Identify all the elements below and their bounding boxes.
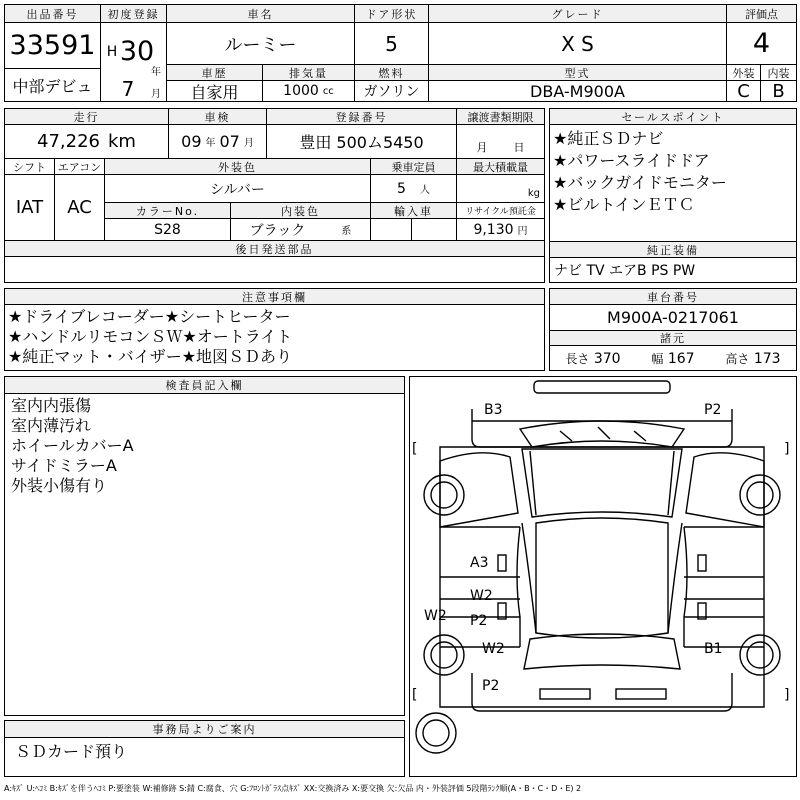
ac-value: AC: [55, 175, 105, 241]
inspector-line: サイドミラーA: [11, 456, 117, 475]
notes-list: [8, 307, 292, 367]
inspector-block: [4, 376, 405, 716]
mileage-cell: [5, 125, 169, 159]
mileage-label: 走行: [5, 109, 169, 125]
front-right-wheel: [740, 475, 780, 515]
interior-color: ブラック: [249, 222, 306, 239]
capacity-cell: [371, 175, 457, 203]
inspector-list: [11, 396, 134, 496]
mark-p2-top: P2: [704, 402, 722, 418]
transfer-day-unit: 日: [513, 141, 525, 154]
office-notice-block: [4, 720, 405, 777]
mark-p2-bottom: P2: [482, 678, 500, 694]
color-number: S28: [105, 219, 231, 241]
import-cell: [371, 219, 457, 241]
score-label: 評価点: [727, 5, 796, 23]
recycle-deposit-cell: [457, 219, 544, 241]
bracket-front-left: [: [412, 441, 418, 457]
recycle-unit: 円: [517, 226, 528, 237]
sales-points-label: セールスポイント: [550, 109, 796, 125]
inspection-year-unit: 年: [205, 138, 216, 149]
transfer-deadline-cell: [457, 125, 544, 159]
max-load-label: 最大積載量: [457, 159, 544, 175]
interior-color-cell: [231, 219, 371, 241]
bracket-rear-left: [: [412, 687, 418, 703]
fuel-label: 燃料: [355, 65, 429, 81]
interior-grade: B: [772, 81, 785, 101]
car-name: ルーミー: [167, 23, 355, 65]
door-count: 5: [355, 23, 429, 65]
later-parts-label: 後日発送部品: [5, 241, 544, 257]
dimensions-label: 諸元: [550, 331, 796, 346]
mark-w2-left: W2: [424, 608, 447, 624]
note-line: ★純正マット・バイザー★地図ＳＤあり: [8, 347, 293, 366]
sales-point-item: ★パワースライドドア: [553, 151, 710, 170]
interior-color-suffix: 系: [341, 226, 352, 237]
front-left-wheel: [424, 475, 464, 515]
displacement-label: 排気量: [263, 65, 355, 81]
roof-strip: [534, 381, 670, 393]
exterior-grade: C: [727, 81, 761, 101]
bracket-rear-right: ]: [784, 687, 790, 703]
mark-w2-lower: W2: [482, 641, 505, 657]
later-parts-value: [5, 257, 544, 282]
length-label: 長さ: [565, 351, 590, 366]
header-block: [4, 4, 797, 102]
chassis-number-label: 車台番号: [550, 289, 796, 305]
width-value: 167: [667, 350, 695, 367]
rear-right-wheel: [740, 635, 780, 675]
car-damage-diagram: [410, 377, 796, 776]
exterior-color-label: 外装色: [105, 159, 371, 175]
sales-point-item: ★純正ＳＤナビ: [553, 129, 664, 148]
car-name-label: 車名: [167, 5, 355, 23]
transfer-month-unit: 月: [476, 141, 488, 154]
shift-value: IAT: [5, 175, 55, 241]
max-load-unit: kg: [527, 188, 540, 199]
office-notice-text: ＳＤカード預り: [15, 741, 128, 761]
fuel-value: ガソリン: [355, 81, 429, 101]
chassis-number: M900A-0217061: [550, 305, 796, 331]
year-unit: 年: [151, 66, 161, 77]
standard-equipment-label: 純正装備: [550, 241, 796, 258]
recycle-deposit: 9,130: [473, 221, 514, 238]
inspection-month: 07: [219, 132, 240, 151]
sales-point-item: ★ビルトインＥＴＣ: [553, 195, 695, 214]
venue-name: 中部デビュ: [5, 69, 101, 101]
grade-label: グレード: [429, 5, 727, 23]
displacement-cell: [263, 81, 355, 101]
legend-text: A:ｷｽﾞ U:ﾍｺﾐ B:ｷｽﾞを伴うﾍｺﾐ P:要塗装 W:補修跡 S:錆 C:腐食、穴 G:ﾌﾛﾝﾄｶﾞﾗｽ点ｷｽﾞ XX:交換済み X:要交換 欠:欠品 内・外装評価 5段階ﾗﾝｸ順(A・B・C・D・E) 2: [4, 783, 582, 793]
rear-bumper-outline: [472, 673, 732, 711]
displacement-value: 1000: [283, 83, 319, 99]
history-value: 自家用: [167, 81, 263, 101]
length-value: 370: [593, 350, 621, 367]
windshield: [520, 421, 684, 447]
inspector-line: 室内薄汚れ: [11, 416, 92, 435]
note-line: ★ハンドルリモコンＳＷ★オートライト: [8, 327, 293, 346]
capacity-value: 5: [397, 180, 406, 197]
mark-w2-center: W2: [470, 588, 493, 604]
inspector-line: 室内内張傷: [11, 396, 92, 415]
recycle-deposit-label: リサイクル預託金: [457, 203, 544, 219]
sales-point-item: ★バックガイドモニター: [553, 173, 727, 192]
ac-label: エアコン: [55, 159, 105, 175]
model-code: DBA-M900A: [429, 81, 727, 101]
office-notice-label: 事務局よりご案内: [5, 721, 404, 738]
height-value: 173: [753, 350, 781, 367]
door-type-label: ドア形状: [355, 5, 429, 23]
bracket-front-right: ]: [784, 441, 790, 457]
lot-number-label: 出品番号: [5, 5, 101, 23]
mark-p2-center: P2: [470, 613, 488, 629]
inspection-year: 09: [181, 132, 202, 151]
mark-b1: B1: [704, 641, 723, 657]
max-load-cell: [457, 175, 544, 203]
inspection-label: 車検: [169, 109, 267, 125]
model-label: 型式: [429, 65, 727, 81]
chassis-block: [549, 288, 797, 371]
note-line: ★ドライブレコーダー★シートヒーター: [8, 307, 291, 326]
inspector-line: 外装小傷有り: [11, 476, 108, 495]
mileage-unit: km: [108, 131, 136, 152]
evaluation-score: 4: [727, 23, 796, 65]
notes-label: 注意事項欄: [5, 289, 544, 305]
mileage-value: 47,226: [37, 131, 100, 152]
inspection-month-unit: 月: [243, 138, 254, 149]
first-registration-label: 初度登録: [101, 5, 167, 23]
era-letter: H: [106, 44, 118, 60]
height-label: 高さ: [725, 351, 750, 366]
interior-grade-label: 内装: [761, 65, 796, 81]
inspection-cell: [169, 125, 267, 159]
notes-block: [4, 288, 545, 371]
hood: [522, 449, 682, 517]
standard-equipment: ナビ TV エアB PS PW: [554, 263, 696, 279]
month-unit: 月: [151, 88, 161, 99]
rear-window: [524, 634, 680, 669]
roof: [536, 518, 668, 638]
width-label: 幅: [651, 351, 664, 366]
inspector-label: 検査員記入欄: [5, 377, 404, 394]
registration-number-label: 登録番号: [267, 109, 457, 125]
displacement-unit: cc: [322, 85, 334, 97]
inspector-line: ホイールカバーA: [11, 436, 134, 455]
mark-b3: B3: [484, 402, 503, 418]
registration-year: 30: [119, 35, 155, 67]
shift-label: シフト: [5, 159, 55, 175]
lot-number: 33591: [5, 23, 101, 69]
import-label: 輸入車: [371, 203, 457, 219]
exterior-color: シルバー: [105, 175, 371, 203]
capacity-label: 乗車定員: [371, 159, 457, 175]
grade-value: X S: [429, 23, 727, 65]
vehicle-detail-block: [4, 108, 545, 283]
sales-points-block: [549, 108, 797, 283]
registration-month: 7: [121, 77, 135, 101]
registration-number: 豊田 500ム5450: [267, 125, 457, 159]
capacity-unit: 人: [419, 185, 430, 196]
transfer-deadline-label: 譲渡書類期限: [457, 109, 544, 125]
color-number-label: カラーNo.: [105, 203, 231, 219]
history-label: 車歴: [167, 65, 263, 81]
rear-left-wheel: [424, 635, 464, 675]
damage-diagram-block: [409, 376, 797, 777]
sales-points-list: [553, 128, 727, 216]
dimensions-row: [550, 346, 796, 370]
mark-a3: A3: [470, 555, 489, 571]
interior-color-label: 内装色: [231, 203, 371, 219]
exterior-grade-label: 外装: [727, 65, 761, 81]
spare-tire: [416, 713, 456, 753]
